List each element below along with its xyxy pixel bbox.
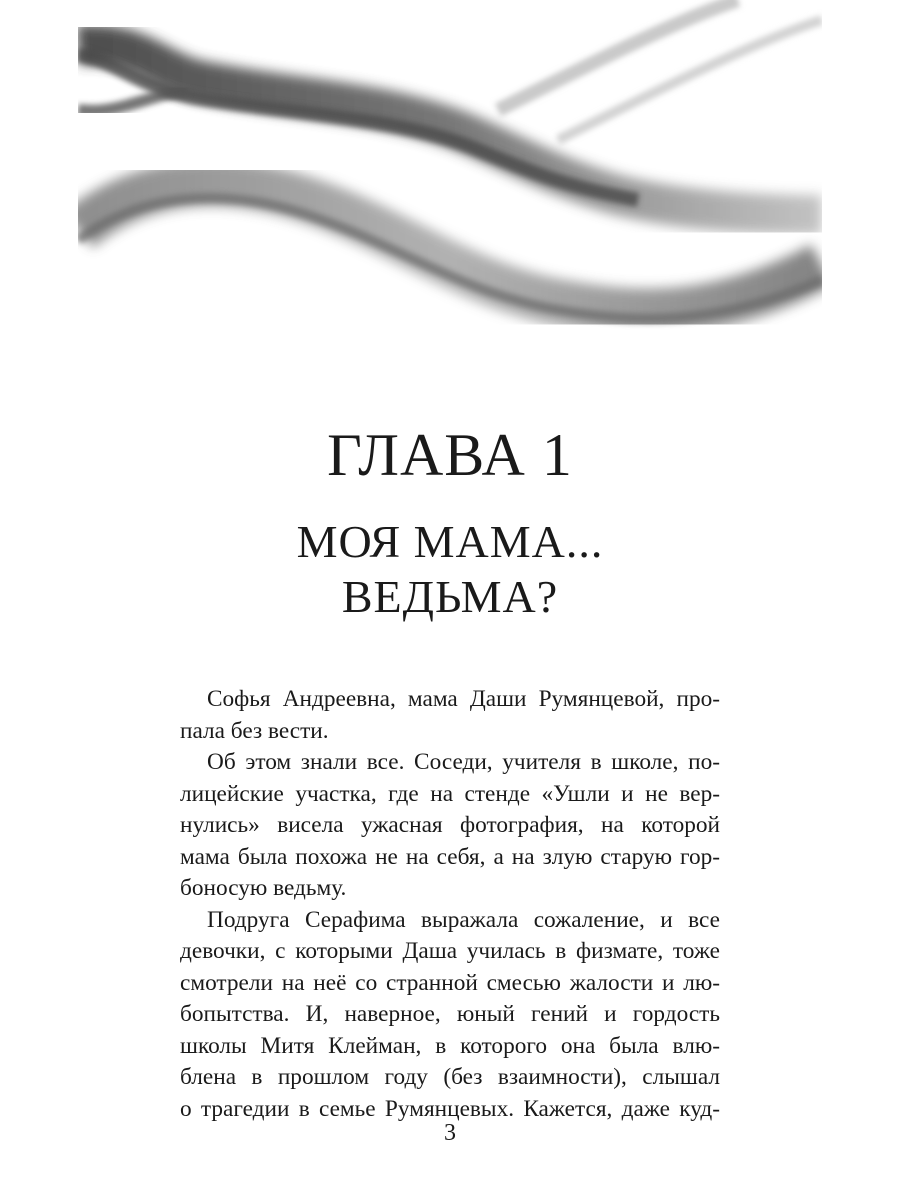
text-line: мама была похожа не на себя, а на злую старую гор- bbox=[180, 843, 720, 870]
text-line: пала без вести. bbox=[180, 717, 329, 744]
text-line: девочки, с которыми Даша училась в физмате, тоже bbox=[180, 938, 720, 964]
text-line: о трагедии в семье Румянцевых. Кажется, даже куд- bbox=[180, 1095, 720, 1122]
text-line: боносую ведьму. bbox=[180, 875, 347, 901]
chapter-subtitle-line-2: ВЕДЬМА? bbox=[341, 571, 559, 622]
smoke-ribbon-illustration bbox=[78, 0, 822, 335]
text-line: Подруга Серафима выражала сожаление, и все bbox=[207, 906, 720, 933]
body-text bbox=[180, 684, 720, 1125]
text-line: школы Митя Клейман, в которого она была влю- bbox=[180, 1032, 720, 1059]
chapter-subtitle-line-1: МОЯ МАМА... bbox=[296, 516, 604, 567]
text-line: Софья Андреевна, мама Даши Румянцевой, про- bbox=[207, 686, 720, 712]
text-line: нулись» висела ужасная фотография, на которой bbox=[180, 812, 720, 838]
text-line: смотрели на неё со странной смесью жалости и лю- bbox=[180, 969, 720, 996]
text-line: блена в прошлом году (без взаимности), слышал bbox=[180, 1064, 720, 1090]
chapter-subtitle bbox=[0, 514, 900, 624]
text-line: Об этом знали все. Соседи, учителя в школе, по- bbox=[207, 749, 720, 775]
text-line: лицейские участка, где на стенде «Ушли и не вер- bbox=[180, 780, 720, 807]
text-line: бопытства. И, наверное, юный гений и гордость bbox=[180, 1001, 720, 1027]
page-number: 3 bbox=[444, 1120, 456, 1146]
chapter-title: ГЛАВА 1 bbox=[327, 422, 573, 488]
